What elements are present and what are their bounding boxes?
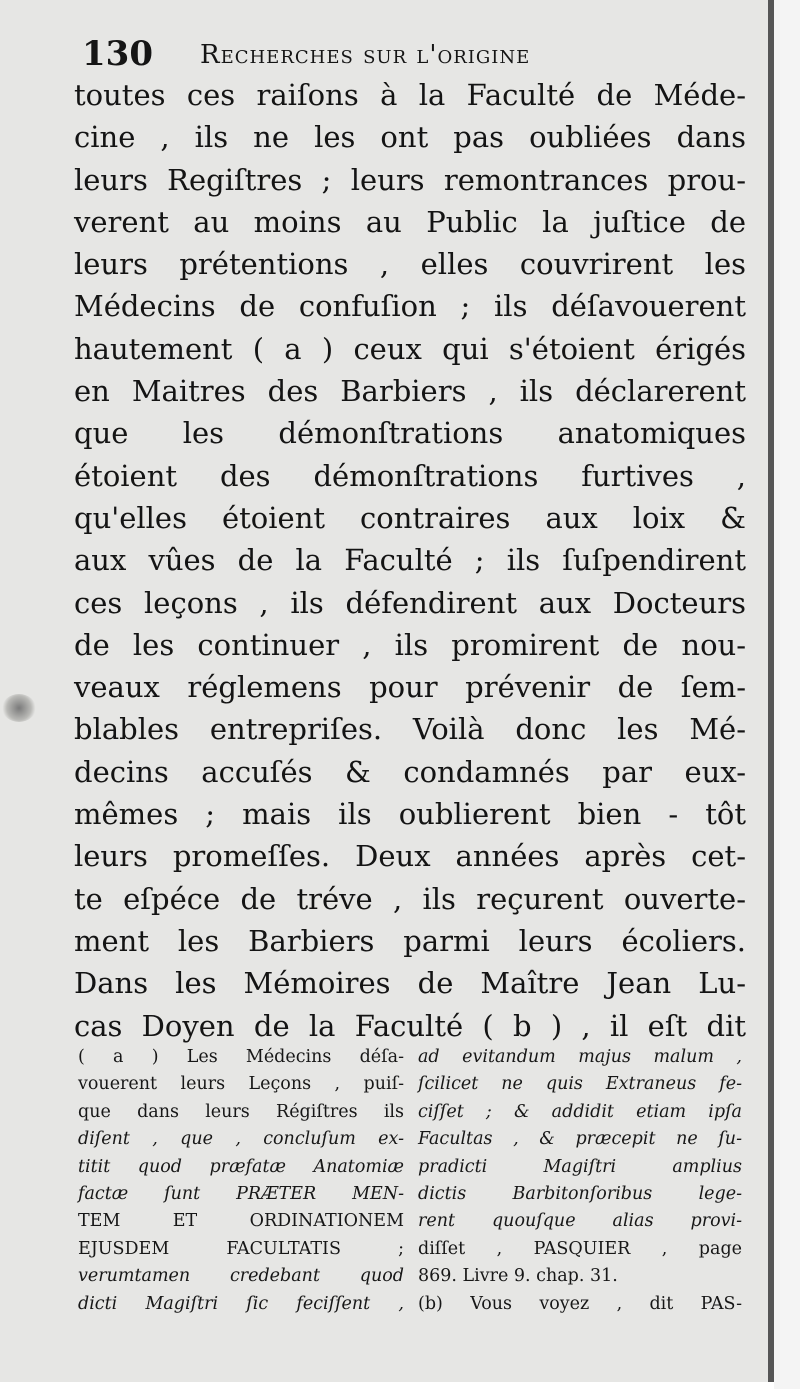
body-line: étoient des démonſtrations furtives ,: [74, 458, 746, 493]
footnote-line: titit quod præfatæ Anatomiæ: [78, 1156, 404, 1177]
body-text: [74, 74, 746, 1047]
body-line: leurs prétentions , elles couvrirent les: [74, 247, 746, 282]
body-line: veaux réglemens pour prévenir de ſem-: [74, 670, 746, 705]
footnote-line: ad evitandum majus malum ,: [418, 1047, 742, 1067]
body-line: ces leçons , ils défendirent aux Docteurs: [74, 585, 746, 620]
body-line: hautement ( a ) ceux qui s'étoient érigés: [74, 331, 746, 366]
page-header: [82, 34, 732, 74]
body-line: mêmes ; mais ils oublierent bien - tôt: [74, 797, 746, 832]
footnote-line: pradicti Magiſtri amplius: [418, 1156, 742, 1177]
footnote-line: ciſſet ; & addidit etiam ipſa: [418, 1101, 742, 1122]
body-line: cas Doyen de la Faculté ( b ) , il eſt dit: [74, 1008, 746, 1043]
body-line: Dans les Mémoires de Maître Jean Lu-: [74, 966, 746, 1001]
body-line: leurs promeſſes. Deux années après cet-: [74, 839, 746, 874]
footnote-line: verumtamen credebant quod: [78, 1266, 404, 1287]
footnote-line: (b) Vous voyez , dit PAS-: [418, 1293, 742, 1314]
footnote-column-left: [78, 1044, 404, 1318]
footnote-line: factæ ſunt PRÆTER MEN-: [78, 1183, 404, 1204]
body-line: te eſpéce de tréve , ils reçurent ouverte-: [74, 881, 746, 916]
body-line: aux vûes de la Faculté ; ils ſuſpendirent: [74, 543, 746, 578]
footnote-line: dictis Barbitonſoribus lege-: [418, 1183, 742, 1204]
footnote-column-right: [418, 1044, 742, 1318]
body-line: decins accuſés & condamnés par eux-: [74, 754, 746, 789]
page-number: 130: [82, 34, 153, 74]
footnote-line: que dans leurs Régiſtres ils: [78, 1101, 404, 1122]
footnotes: [78, 1044, 742, 1334]
body-line: cine , ils ne les ont pas oubliées dans: [74, 120, 746, 155]
footnote-line: dicti Magiſtri ſic feciſſent ,: [78, 1293, 404, 1314]
body-line: verent au moins au Public la juſtice de: [74, 204, 746, 239]
body-line: blables entrepriſes. Voilà donc les Mé-: [74, 712, 746, 747]
footnote-line: EJUSDEM FACULTATIS ;: [78, 1238, 404, 1259]
body-line: leurs Regiſtres ; leurs remontrances prou-: [74, 162, 746, 197]
body-line: ment les Barbiers parmi leurs écoliers.: [74, 923, 746, 958]
body-line: en Maitres des Barbiers , ils déclarerent: [74, 374, 746, 409]
footnote-line: diſent , que , concluſum ex-: [78, 1129, 404, 1150]
running-head: Recherches sur l'origine: [200, 40, 531, 70]
body-line: qu'elles étoient contraires aux loix &: [74, 500, 746, 535]
footnote-line: diſſet , PASQUIER , page: [418, 1238, 742, 1259]
footnote-line: 869. Livre 9. chap. 31.: [418, 1266, 618, 1287]
body-line: de les continuer , ils promirent de nou-: [74, 627, 746, 662]
footnote-line: rent quouſque alias provi-: [418, 1211, 742, 1232]
footnote-line: Facultas , & præcepit ne ſu-: [418, 1129, 742, 1150]
ink-blot: [2, 694, 36, 722]
body-line: Médecins de confuſion ; ils déſavouerent: [74, 289, 746, 324]
footnote-line: ( a ) Les Médecins déſa-: [78, 1047, 404, 1067]
body-line: toutes ces raiſons à la Faculté de Méde-: [74, 78, 746, 112]
footnote-line: TEM ET ORDINATIONEM: [78, 1211, 404, 1232]
footnote-line: ſcilicet ne quis Extraneus fe-: [418, 1074, 742, 1095]
body-line: que les démonſtrations anatomiques: [74, 416, 746, 451]
footnote-line: vouerent leurs Leçons , puiſ-: [78, 1074, 404, 1095]
scan-margin: [774, 0, 800, 1389]
